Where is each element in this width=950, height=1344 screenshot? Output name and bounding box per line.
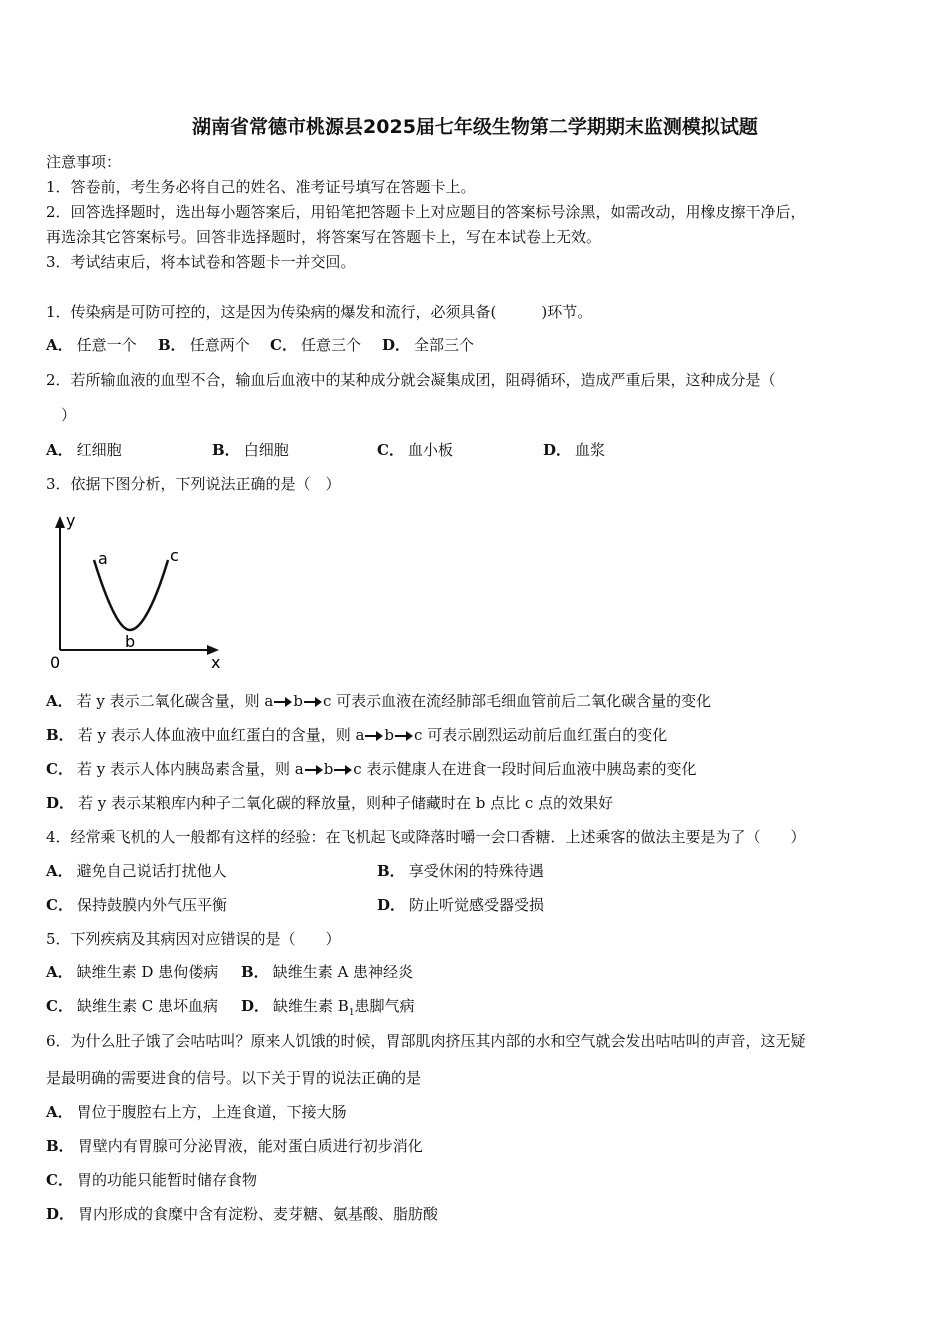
q3-option-c: C． 若 y 表示人体内胰岛素含量，则 a b c 表示健康人在进食一段时间后血液中胰岛素的变化: [46, 760, 697, 778]
q2-stem-line-2: ）: [46, 406, 77, 424]
q1-option-d: D． 全部三个: [382, 336, 475, 354]
q6-stem-line-2: 是最明确的需要进食的信号。以下关于胃的说法正确的是: [46, 1069, 422, 1087]
q2-stem-line-1: 2．若所输血液的血型不合，输血后血液中的某种成分就会凝集成团，阻碍循环，造成严重后果，这种成分是（: [46, 371, 776, 389]
q6-stem-line-1: 6．为什么肚子饿了会咕咕叫？原来人饥饿的时候，胃部肌肉挤压其内部的水和空气就会发出咕咕叫的声音，这无疑: [46, 1032, 806, 1050]
q2-option-d: D． 血浆: [543, 441, 606, 459]
q5-option-c: C． 缺维生素 C 患坏血病: [46, 997, 218, 1015]
q1-option-c: C． 任意三个: [270, 336, 361, 354]
notice-heading: 注意事项：: [46, 153, 122, 171]
q1-stem: 1．传染病是可防可控的，这是因为传染病的爆发和流行，必须具备( )环节。: [46, 303, 593, 321]
point-a-label: a: [98, 549, 108, 568]
q1-option-a: A． 任意一个: [46, 336, 137, 354]
x-axis-label: x: [211, 653, 221, 672]
q4-option-b: B． 享受休闲的特殊待遇: [377, 862, 544, 880]
q4-option-c: C． 保持鼓膜内外气压平衡: [46, 896, 227, 914]
q3-option-a: A． 若 y 表示二氧化碳含量，则 a b c 可表示血液在流经肺部毛细血管前后二氧化碳含量的变化: [46, 692, 712, 710]
q6-option-b: B． 胃壁内有胃腺可分泌胃液，能对蛋白质进行初步消化: [46, 1137, 423, 1155]
u-curve: [94, 560, 168, 630]
q1-option-b: B． 任意两个: [158, 336, 250, 354]
q2-option-b: B． 白细胞: [212, 441, 289, 459]
notice-item-2-line-2: 再选涂其它答案标号。回答非选择题时，将答案写在答题卡上，写在本试卷上无效。: [46, 228, 602, 246]
q2-option-a: A． 红细胞: [46, 441, 122, 459]
notice-item-2-line-1: 2．回答选择题时，选出每小题答案后，用铅笔把答题卡上对应题目的答案标号涂黑，如需改动，用橡皮擦干净后，: [46, 203, 806, 221]
q4-option-d: D． 防止听觉感受器受损: [377, 896, 545, 914]
q5-option-b: B． 缺维生素 A 患神经炎: [241, 963, 414, 981]
y-axis-arrow-icon: [55, 516, 65, 528]
q6-option-d: D． 胃内形成的食糜中含有淀粉、麦芽糖、氨基酸、脂肪酸: [46, 1205, 439, 1223]
point-c-label: c: [170, 546, 179, 565]
arrow-icon: [305, 765, 323, 775]
arrow-icon: [274, 697, 292, 707]
arrow-icon: [334, 765, 352, 775]
arrow-icon: [304, 697, 322, 707]
q3-curve-graph: [46, 510, 236, 675]
q5-stem: 5．下列疾病及其病因对应错误的是（ ）: [46, 930, 341, 948]
point-b-label: b: [125, 632, 136, 651]
y-axis-label: y: [66, 511, 76, 530]
q3-option-b: B． 若 y 表示人体血液中血红蛋白的含量，则 a b c 可表示剧烈运动前后血红蛋白的变化: [46, 726, 668, 744]
q5-option-a: A． 缺维生素 D 患佝偻病: [46, 963, 219, 981]
notice-item-3: 3．考试结束后，将本试卷和答题卡一并交回。: [46, 253, 356, 271]
arrow-icon: [365, 731, 383, 741]
q6-option-c: C． 胃的功能只能暂时储存食物: [46, 1171, 257, 1189]
q3-option-d: D． 若 y 表示某粮库内种子二氧化碳的释放量，则种子储藏时在 b 点比 c 点的效果好: [46, 794, 614, 812]
q4-stem: 4．经常乘飞机的人一般都有这样的经验：在飞机起飞或降落时嚼一会口香糖．上述乘客的做法主要是为了（ ）: [46, 828, 806, 846]
q2-option-c: C． 血小板: [377, 441, 453, 459]
q4-option-a: A． 避免自己说话打扰他人: [46, 862, 227, 880]
q6-option-a: A． 胃位于腹腔右上方，上连食道，下接大肠: [46, 1103, 347, 1121]
origin-label: 0: [50, 653, 61, 672]
arrow-icon: [395, 731, 413, 741]
notice-item-1: 1．答卷前，考生务必将自己的姓名、准考证号填写在答题卡上。: [46, 178, 476, 196]
q3-stem: 3．依据下图分析，下列说法正确的是（ ）: [46, 475, 341, 493]
q5-option-d: D． 缺维生素 $B_1$患脚气病: [241, 997, 415, 1018]
page-title: 湖南省常德市桃源县2025届七年级生物第二学期期末监测模拟试题: [192, 116, 758, 138]
